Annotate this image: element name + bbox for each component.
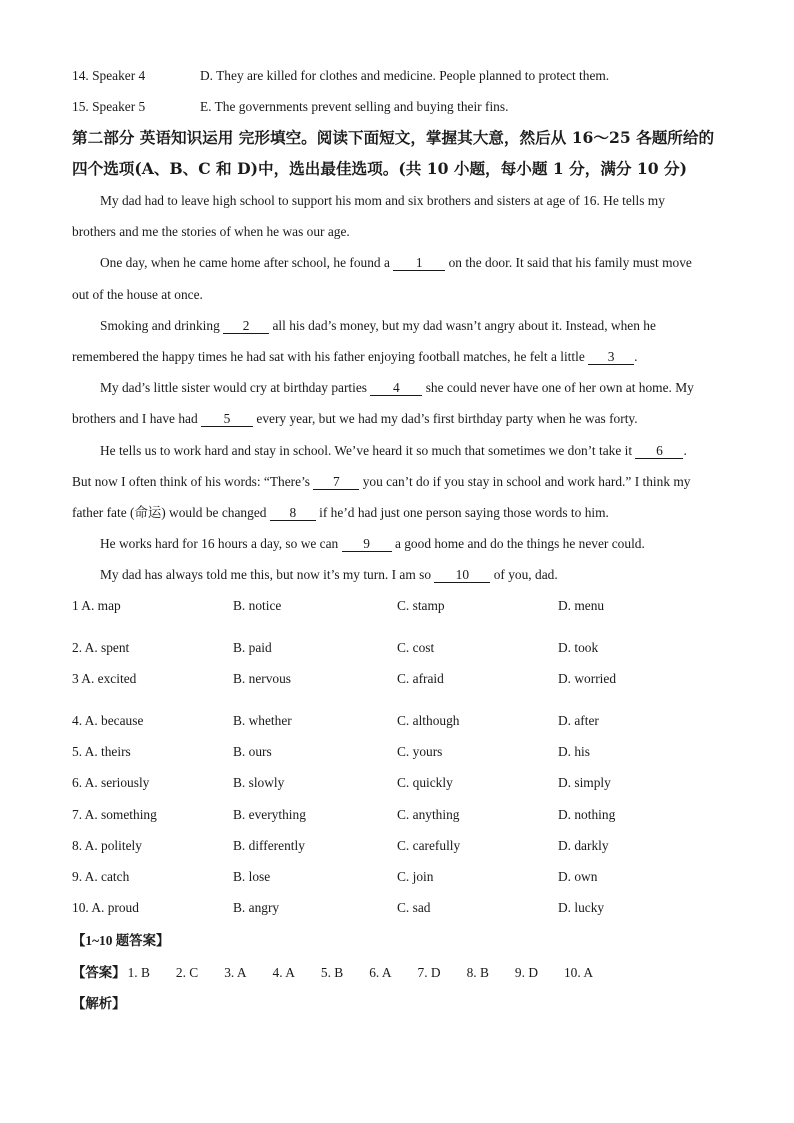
option-b: B. notice bbox=[233, 598, 282, 613]
passage-text: every year, but we had my dad’s first birthday party when he was forty. bbox=[253, 411, 638, 426]
answer-item: 1. B bbox=[127, 965, 150, 980]
answer-item: 6. A bbox=[369, 965, 392, 980]
answer-section-header: 【1~10 题答案】 bbox=[72, 933, 170, 948]
option-c: C. join bbox=[397, 869, 434, 884]
passage-p3-line2 bbox=[72, 348, 637, 366]
passage-text: brothers and I have had bbox=[72, 411, 202, 426]
passage-p4-line1 bbox=[100, 379, 694, 397]
blank-3: 3 bbox=[588, 349, 634, 365]
option-c: C. quickly bbox=[397, 775, 453, 790]
option-a: 1 A. map bbox=[72, 598, 121, 613]
passage-p7 bbox=[100, 566, 558, 584]
answer-item: 3. A bbox=[224, 965, 247, 980]
answer-line bbox=[72, 962, 593, 981]
answer-item: 8. B bbox=[466, 965, 489, 980]
passage-text: on the door. It said that his family must move bbox=[445, 255, 692, 270]
answer-item: 7. D bbox=[417, 965, 441, 980]
passage-text: . bbox=[683, 443, 687, 458]
option-d: D. lucky bbox=[558, 900, 605, 915]
speaker-statement: E. The governments prevent selling and buying their fins. bbox=[200, 99, 509, 114]
option-a: 2. A. spent bbox=[72, 640, 130, 655]
speaker-row-15 bbox=[72, 98, 509, 116]
option-a: 6. A. seriously bbox=[72, 775, 150, 790]
option-d: D. his bbox=[558, 744, 590, 759]
passage-text: father fate (命运) would be changed bbox=[72, 505, 270, 520]
option-d: D. took bbox=[558, 640, 599, 655]
option-c: C. afraid bbox=[397, 671, 444, 686]
option-d: D. darkly bbox=[558, 838, 609, 853]
option-a: 4. A. because bbox=[72, 713, 144, 728]
option-c: C. yours bbox=[397, 744, 443, 759]
answer-item: 2. C bbox=[175, 965, 199, 980]
passage-p1-line1: My dad had to leave high school to support his mom and six brothers and sisters at age of 16. He tells my bbox=[100, 193, 665, 208]
option-b: B. differently bbox=[233, 838, 305, 853]
passage-text: One day, when he came home after school, he found a bbox=[100, 255, 394, 270]
blank-8: 8 bbox=[270, 505, 316, 521]
option-b: B. angry bbox=[233, 900, 280, 915]
option-d: D. worried bbox=[558, 671, 617, 686]
passage-p1-line2: brothers and me the stories of when he was our age. bbox=[72, 224, 350, 239]
passage-text: she could never have one of her own at home. My bbox=[422, 380, 694, 395]
passage-p5-line3 bbox=[72, 504, 609, 522]
option-c: C. cost bbox=[397, 640, 435, 655]
blank-6: 6 bbox=[635, 443, 683, 459]
passage-p2-line2: out of the house at once. bbox=[72, 287, 203, 302]
option-a: 10. A. proud bbox=[72, 900, 139, 915]
passage-text: He tells us to work hard and stay in school. We’ve heard it so much that sometimes we don’t take it bbox=[100, 443, 636, 458]
answer-item: 9. D bbox=[514, 965, 538, 980]
option-a: 9. A. catch bbox=[72, 869, 130, 884]
speaker-number: 14. Speaker 4 bbox=[72, 68, 146, 83]
option-c: C. carefully bbox=[397, 838, 461, 853]
blank-10: 10 bbox=[434, 567, 490, 583]
section-heading-line-2: 四个选项(A、B、C 和 D)中，选出最佳选项。(共 10 小题，每小题 1 分，满分 10 分) bbox=[72, 159, 688, 178]
passage-p6 bbox=[100, 535, 645, 553]
option-b: B. slowly bbox=[233, 775, 285, 790]
blank-4: 4 bbox=[370, 380, 422, 396]
option-d: D. simply bbox=[558, 775, 611, 790]
option-d: D. own bbox=[558, 869, 598, 884]
analysis-label: 【解析】 bbox=[72, 996, 126, 1011]
option-c: C. sad bbox=[397, 900, 431, 915]
passage-text: He works hard for 16 hours a day, so we can bbox=[100, 536, 342, 551]
passage-p5-line1 bbox=[100, 442, 687, 460]
passage-text: of you, dad. bbox=[490, 567, 558, 582]
passage-text: remembered the happy times he had sat with his father enjoying football matches, he felt a little bbox=[72, 349, 589, 364]
blank-7: 7 bbox=[313, 474, 359, 490]
option-b: B. ours bbox=[233, 744, 272, 759]
option-d: D. menu bbox=[558, 598, 605, 613]
passage-p5-line2 bbox=[72, 473, 691, 491]
option-b: B. lose bbox=[233, 869, 271, 884]
option-c: C. anything bbox=[397, 807, 460, 822]
option-a: 5. A. theirs bbox=[72, 744, 131, 759]
passage-p2-line1 bbox=[100, 254, 692, 272]
passage-p3-line1 bbox=[100, 317, 656, 335]
answer-item: 4. A bbox=[272, 965, 295, 980]
passage-text: Smoking and drinking bbox=[100, 318, 224, 333]
speaker-number: 15. Speaker 5 bbox=[72, 99, 146, 114]
blank-9: 9 bbox=[342, 536, 392, 552]
blank-1: 1 bbox=[393, 255, 445, 271]
option-b: B. nervous bbox=[233, 671, 292, 686]
speaker-row-14 bbox=[72, 67, 610, 85]
option-a: 8. A. politely bbox=[72, 838, 142, 853]
passage-text: But now I often think of his words: “There’s bbox=[72, 474, 314, 489]
passage-text: you can’t do if you stay in school and work hard.” I think my bbox=[359, 474, 691, 489]
passage-text: all his dad’s money, but my dad wasn’t angry about it. Instead, when he bbox=[269, 318, 656, 333]
option-b: B. everything bbox=[233, 807, 306, 822]
answer-item: 5. B bbox=[320, 965, 344, 980]
answer-label: 【答案】 bbox=[72, 965, 126, 980]
passage-text: My dad’s little sister would cry at birthday parties bbox=[100, 380, 371, 395]
section-heading-line-1: 第二部分 英语知识运用 完形填空。阅读下面短文，掌握其大意，然后从 16～25 各题所给的 bbox=[72, 128, 715, 147]
passage-text: . bbox=[634, 349, 638, 364]
blank-2: 2 bbox=[223, 318, 269, 334]
option-a: 3 A. excited bbox=[72, 671, 137, 686]
option-b: B. whether bbox=[233, 713, 292, 728]
option-d: D. after bbox=[558, 713, 599, 728]
passage-text: a good home and do the things he never could. bbox=[391, 536, 645, 551]
option-b: B. paid bbox=[233, 640, 272, 655]
passage-p4-line2 bbox=[72, 410, 638, 428]
option-c: C. although bbox=[397, 713, 460, 728]
option-c: C. stamp bbox=[397, 598, 445, 613]
answer-item: 10. A bbox=[563, 965, 594, 980]
speaker-statement: D. They are killed for clothes and medicine. People planned to protect them. bbox=[200, 68, 610, 83]
passage-text: My dad has always told me this, but now it’s my turn. I am so bbox=[100, 567, 435, 582]
option-a: 7. A. something bbox=[72, 807, 157, 822]
passage-text: if he’d had just one person saying those words to him. bbox=[315, 505, 609, 520]
option-d: D. nothing bbox=[558, 807, 616, 822]
blank-5: 5 bbox=[201, 411, 253, 427]
